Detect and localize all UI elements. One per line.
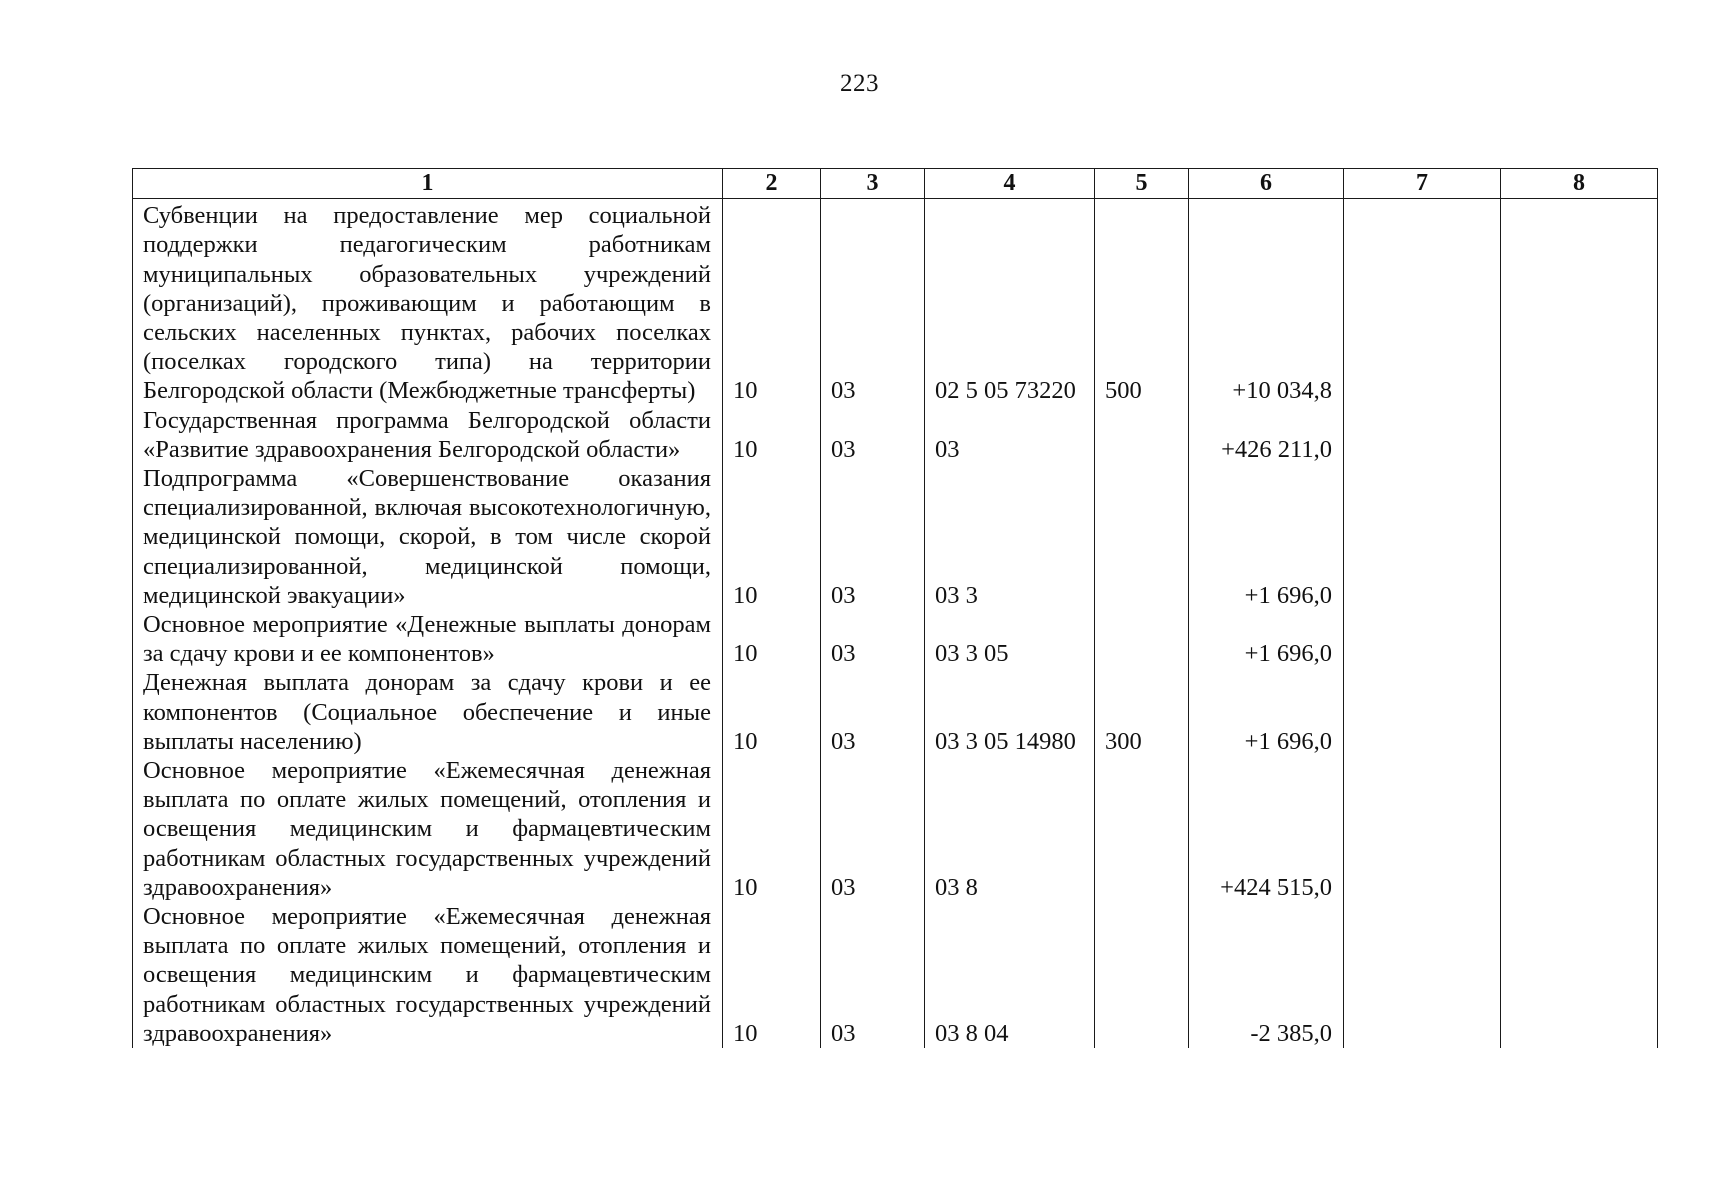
column-header-3: 3 [821, 169, 925, 199]
row-col8 [1501, 902, 1658, 1048]
table-row [133, 199, 1658, 406]
row-section: 10 [723, 610, 821, 668]
column-header-5: 5 [1095, 169, 1189, 199]
row-amount: +426 211,0 [1189, 406, 1344, 464]
row-name: Государственная программа Белгородской области «Развитие здравоохранения Белгородской области» [133, 406, 723, 464]
row-section: 10 [723, 199, 821, 406]
row-col7 [1344, 902, 1501, 1048]
row-amount: +1 696,0 [1189, 610, 1344, 668]
row-subsection: 03 [821, 199, 925, 406]
row-subsection: 03 [821, 464, 925, 610]
row-amount: +1 696,0 [1189, 668, 1344, 756]
row-subsection: 03 [821, 902, 925, 1048]
row-subsection: 03 [821, 756, 925, 902]
column-header-1: 1 [133, 169, 723, 199]
row-expense-type [1095, 464, 1189, 610]
row-target-article: 03 3 05 14980 [925, 668, 1095, 756]
row-target-article: 03 [925, 406, 1095, 464]
row-section: 10 [723, 902, 821, 1048]
table-row [133, 464, 1658, 610]
budget-table [132, 168, 1658, 1048]
row-expense-type [1095, 756, 1189, 902]
row-name: Денежная выплата донорам за сдачу крови и ее компонентов (Социальное обеспечение и иные выплаты населению) [133, 668, 723, 756]
column-header-2: 2 [723, 169, 821, 199]
row-amount: +424 515,0 [1189, 756, 1344, 902]
row-amount: -2 385,0 [1189, 902, 1344, 1048]
column-header-6: 6 [1189, 169, 1344, 199]
row-section: 10 [723, 406, 821, 464]
row-section: 10 [723, 464, 821, 610]
row-name: Подпрограмма «Совершенствование оказания специализированной, включая высокотехнологичную, медицинской помощи, скорой, в том числе скорой специализированной, медицинской помощи, медицинской эвакуации» [133, 464, 723, 610]
column-header-8: 8 [1501, 169, 1658, 199]
row-expense-type [1095, 902, 1189, 1048]
row-target-article: 03 8 [925, 756, 1095, 902]
row-col7 [1344, 610, 1501, 668]
row-name: Основное мероприятие «Ежемесячная денежная выплата по оплате жилых помещений, отопления и освещения медицинским и фармацевтическим работникам областных государственных учреждений здравоохранения» [133, 902, 723, 1048]
row-name: Основное мероприятие «Ежемесячная денежная выплата по оплате жилых помещений, отопления и освещения медицинским и фармацевтическим работникам областных государственных учреждений здравоохранения» [133, 756, 723, 902]
row-col7 [1344, 464, 1501, 610]
row-expense-type: 500 [1095, 199, 1189, 406]
row-col7 [1344, 668, 1501, 756]
table-row [133, 610, 1658, 668]
row-subsection: 03 [821, 610, 925, 668]
row-name: Субвенции на предоставление мер социальной поддержки педагогическим работникам муниципальных образовательных учреждений (организаций), проживающим и работающим в сельских населенных пунктах, рабочих поселках (поселках городского типа) на территории Белгородской области (Межбюджетные трансферты) [133, 199, 723, 406]
row-col8 [1501, 756, 1658, 902]
row-col8 [1501, 406, 1658, 464]
row-col7 [1344, 756, 1501, 902]
row-target-article: 03 8 04 [925, 902, 1095, 1048]
row-subsection: 03 [821, 406, 925, 464]
row-target-article: 02 5 05 73220 [925, 199, 1095, 406]
row-amount: +1 696,0 [1189, 464, 1344, 610]
row-col8 [1501, 610, 1658, 668]
table-row [133, 406, 1658, 464]
table-row [133, 756, 1658, 902]
row-expense-type: 300 [1095, 668, 1189, 756]
row-target-article: 03 3 05 [925, 610, 1095, 668]
row-col8 [1501, 199, 1658, 406]
row-target-article: 03 3 [925, 464, 1095, 610]
page-number: 223 [840, 70, 879, 97]
row-col8 [1501, 668, 1658, 756]
table-row [133, 668, 1658, 756]
row-name: Основное мероприятие «Денежные выплаты донорам за сдачу крови и ее компонентов» [133, 610, 723, 668]
row-col7 [1344, 406, 1501, 464]
row-expense-type [1095, 610, 1189, 668]
row-subsection: 03 [821, 668, 925, 756]
column-header-7: 7 [1344, 169, 1501, 199]
row-section: 10 [723, 668, 821, 756]
row-col8 [1501, 464, 1658, 610]
table-row [133, 902, 1658, 1048]
row-section: 10 [723, 756, 821, 902]
row-expense-type [1095, 406, 1189, 464]
row-col7 [1344, 199, 1501, 406]
table-header-row [133, 169, 1658, 199]
column-header-4: 4 [925, 169, 1095, 199]
row-amount: +10 034,8 [1189, 199, 1344, 406]
